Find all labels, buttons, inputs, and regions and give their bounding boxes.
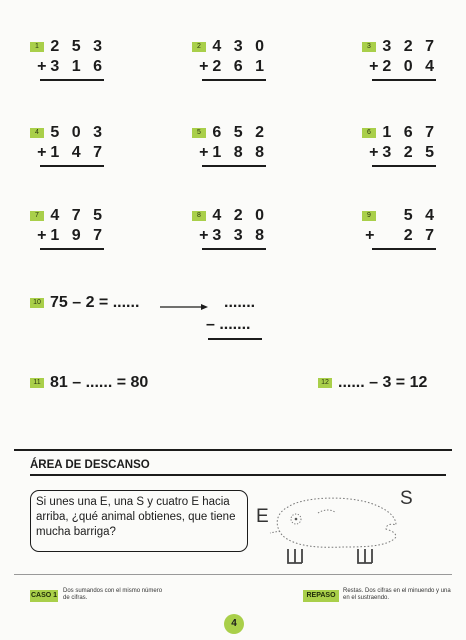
addend-bottom: +1 9 7 — [37, 227, 106, 244]
addend-top: 4 2 0 — [212, 207, 268, 224]
rest-area-title: ÁREA DE DESCANSO — [30, 459, 150, 471]
problem-1 — [16, 38, 106, 82]
rest-area-top-rule — [14, 449, 452, 451]
sum-line — [372, 165, 436, 167]
addend-top: 5 0 3 — [50, 124, 106, 141]
problem-2 — [178, 38, 268, 82]
problem-number-7: 7 — [30, 211, 44, 221]
addend-bottom: +1 8 8 — [199, 144, 268, 161]
problem-11-expression: 81 – ...... = 80 — [50, 374, 149, 391]
addend-top: 4 3 0 — [212, 38, 268, 55]
dotted-pig-figure — [262, 485, 412, 571]
addend-bottom: +1 4 7 — [37, 144, 106, 161]
problem-5 — [178, 124, 268, 168]
problem-12-expression: ...... – 3 = 12 — [338, 374, 428, 391]
problem-number-12: 12 — [318, 378, 332, 388]
sum-line — [40, 248, 104, 250]
addend-bottom: +2 0 4 — [369, 58, 438, 75]
addend-bottom: +3 3 8 — [199, 227, 268, 244]
addend-top: 4 7 5 — [50, 207, 106, 224]
addend-top: 3 2 7 — [382, 38, 438, 55]
problem-9 — [348, 207, 438, 251]
problem-number-1: 1 — [30, 42, 44, 52]
problem-10-expression: 75 – 2 = ...... — [50, 294, 140, 311]
problem-3 — [348, 38, 438, 82]
page-number: 4 — [224, 614, 244, 634]
problem-10-minuend: ....... — [224, 294, 256, 311]
sum-line — [40, 79, 104, 81]
problem-number-11: 11 — [30, 378, 44, 388]
problem-number-8: 8 — [192, 211, 206, 221]
problem-number-10: 10 — [30, 298, 44, 308]
sum-line — [202, 248, 266, 250]
question-text: Si unes una E, una S y cuatro E hacia arriba, ¿qué animal obtienes, que tiene mucha barriga? — [36, 496, 236, 538]
problem-number-3: 3 — [362, 42, 376, 52]
caso-text: Dos sumandos con el mismo número de cifras. — [63, 588, 163, 601]
addend-top: 6 5 2 — [212, 124, 268, 141]
sum-line — [202, 165, 266, 167]
problem-10-result-line — [208, 338, 262, 340]
problem-7 — [16, 207, 106, 251]
sum-line — [372, 248, 436, 250]
problem-4 — [16, 124, 106, 168]
problem-10-subtrahend: – ....... — [206, 316, 251, 333]
problem-8 — [178, 207, 268, 251]
problem-number-5: 5 — [192, 128, 206, 138]
sum-line — [202, 79, 266, 81]
repaso-badge: REPASO — [303, 590, 339, 602]
problem-number-4: 4 — [30, 128, 44, 138]
footer-rule — [14, 574, 452, 575]
addend-top: 5 4 — [403, 207, 438, 224]
problem-number-9: 9 — [362, 211, 376, 221]
arrow-right-icon — [160, 303, 208, 311]
addend-bottom: +2 6 1 — [199, 58, 268, 75]
addend-top: 2 5 3 — [50, 38, 106, 55]
sum-line — [40, 165, 104, 167]
addend-bottom: +3 2 5 — [369, 144, 438, 161]
problem-6 — [348, 124, 438, 168]
letter-e: E — [256, 506, 269, 527]
addend-bottom: + 2 7 — [365, 227, 438, 244]
problem-number-6: 6 — [362, 128, 376, 138]
letter-s: S — [400, 488, 413, 509]
caso-badge: CASO 1 — [30, 590, 58, 602]
repaso-text: Restas. Dos cifras en el minuendo y una en el sustraendo. — [343, 588, 451, 601]
addend-bottom: +3 1 6 — [37, 58, 106, 75]
problem-number-2: 2 — [192, 42, 206, 52]
addend-top: 1 6 7 — [382, 124, 438, 141]
sum-line — [372, 79, 436, 81]
rest-area-title-rule — [30, 474, 446, 476]
